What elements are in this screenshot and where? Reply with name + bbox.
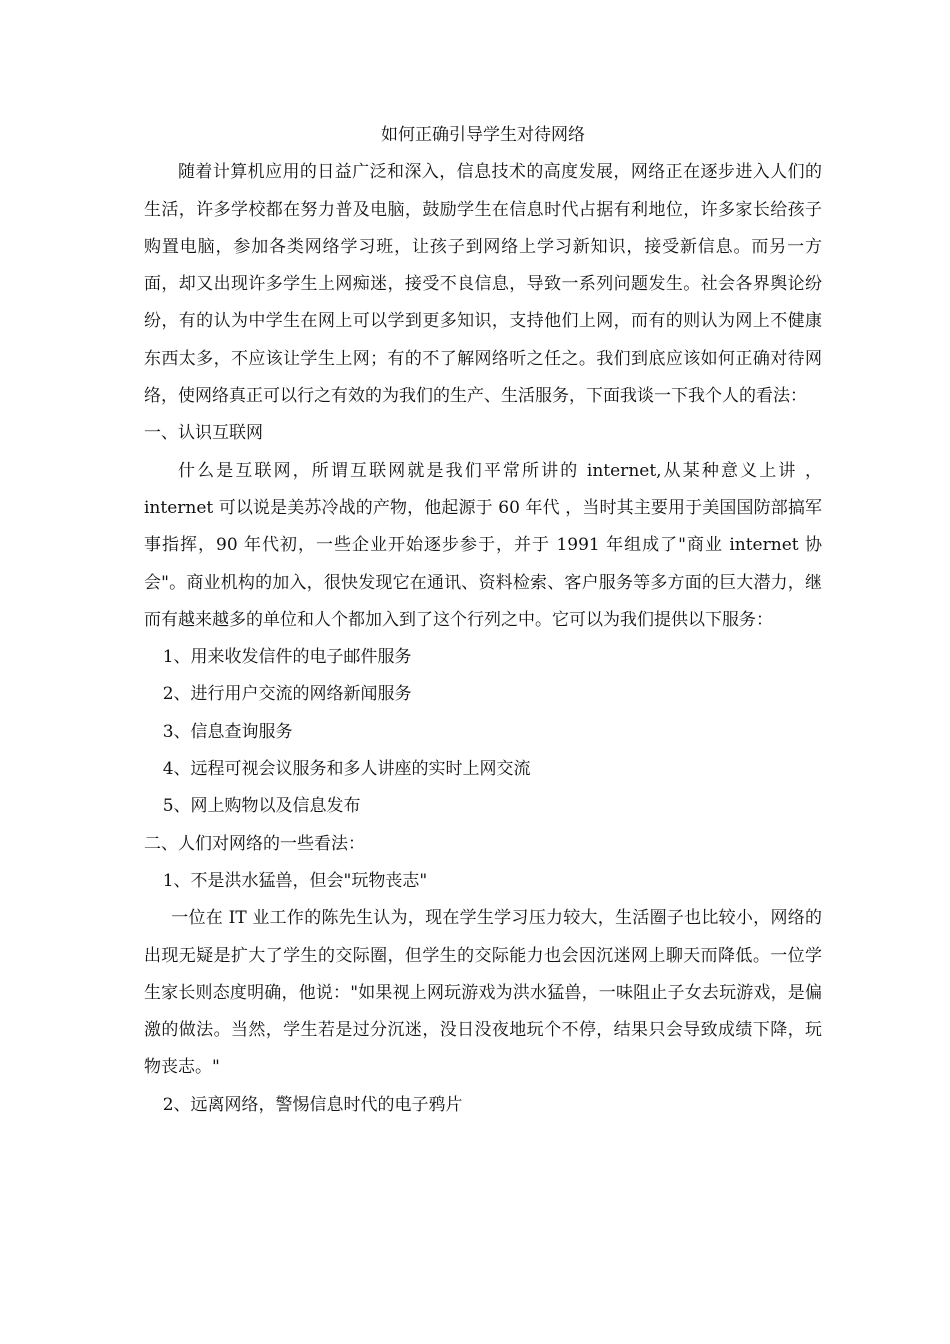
list-item: 2、进行用户交流的网络新闻服务 xyxy=(162,684,412,705)
intro-paragraph: 随着计算机应用的日益广泛和深入，信息技术的高度发展，网络正在逐步进入人们的生活，许多学校都在努力普及电脑，鼓励学生在信息时代占据有利地位，许多家长给孩子购置电脑，参加各类网络学习班，让孩子到网络上学习新知识，接受新信息。而另一方面，却又出现许多学生上网痴迷，接受不良信息，导致一系列问题发生。社会各界舆论纷纷，有的认为中学生在网上可以学到更多知识，支持他们上网，而有的则认为网上不健康东西太多，不应该让学生上网；有的不了解网络听之任之。我们到底应该如何正确对待网络，使网络真正可以行之有效的为我们的生产、生活服务，下面我谈一下我个人的看法： xyxy=(144,162,822,407)
document-title: 如何正确引导学生对待网络 xyxy=(381,125,585,145)
services-list xyxy=(144,639,822,825)
list-item: 4、远程可视会议服务和多人讲座的实时上网交流 xyxy=(162,759,531,780)
section-2-heading: 二、人们对网络的一些看法： xyxy=(144,833,365,854)
subsection-1-title: 1、不是洪水猛兽，但会"玩物丧志" xyxy=(162,870,428,891)
section-1-heading: 一、认识互联网 xyxy=(144,423,263,444)
subsection-1-paragraph: 一位在 IT 业工作的陈先生认为，现在学生学习压力较大，生活圈子也比较小，网络的出现无疑是扩大了学生的交际圈，但学生的交际能力也会因沉迷网上聊天而降低。一位学生家长则态度明确，他说："如果视上网玩游戏为洪水猛兽，一味阻止子女去玩游戏，是偏激的做法。当然，学生若是过分沉迷，没日没夜地玩个不停，结果只会导致成绩下降，玩物丧志。" xyxy=(144,908,822,1078)
list-item: 3、信息查询服务 xyxy=(162,721,293,742)
document-body xyxy=(144,117,822,1124)
subsection-2-title: 2、远离网络，警惕信息时代的电子鸦片 xyxy=(162,1094,463,1115)
list-item: 1、用来收发信件的电子邮件服务 xyxy=(162,647,412,668)
section-1-paragraph: 什么是互联网，所谓互联网就是我们平常所讲的 internet,从某种意义上讲 ，internet 可以说是美苏冷战的产物，他起源于 60 年代 ，当时其主要用于美国国防部搞军事指挥，90 年代初，一些企业开始逐步参于，并于 1991 年组成了"商业 internet 协会"。商业机构的加入，很快发现它在通讯、资料检索、客户服务等多方面的巨大潜力，继而有越来越多的单位和人个都加入到了这个行列之中。它可以为我们提供以下服务： xyxy=(144,460,822,630)
list-item: 5、网上购物以及信息发布 xyxy=(162,796,361,817)
